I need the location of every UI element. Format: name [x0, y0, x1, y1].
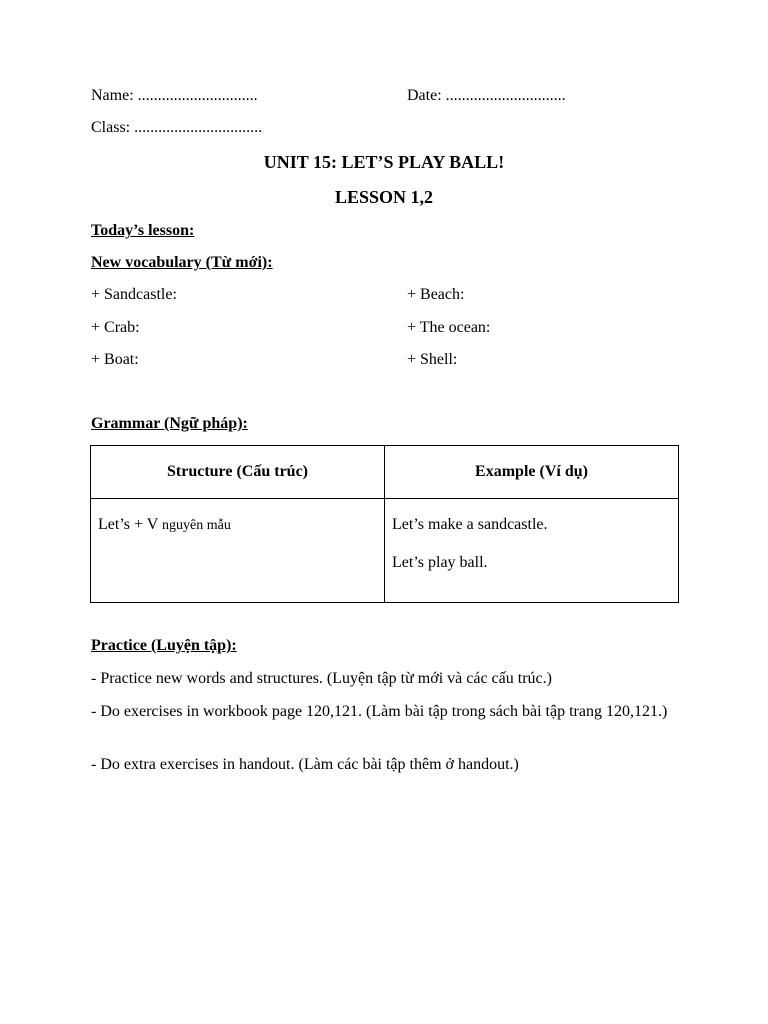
vocab-item-crab: + Crab: — [91, 319, 140, 336]
unit-title: UNIT 15: LET’S PLAY BALL! — [263, 152, 505, 172]
class-field: Class: ................................ — [91, 119, 263, 136]
vocab-item-sandcastle: + Sandcastle: — [91, 286, 177, 303]
table-row — [91, 499, 679, 603]
vocabulary-heading: New vocabulary (Từ mới): — [91, 254, 273, 271]
practice-item: - Do extra exercises in handout. (Làm các bài tập thêm ở handout.) — [91, 756, 519, 773]
practice-item: - Do exercises in workbook page 120,121. (Làm bài tập trong sách bài tập trang 120,121.) — [91, 703, 668, 720]
structure-column-header: Structure (Cấu trúc) — [91, 446, 385, 499]
vocab-item-shell: + Shell: — [407, 351, 458, 368]
example-cell — [385, 499, 679, 603]
name-field: Name: .............................. — [91, 87, 258, 104]
example-sentence: Let’s play ball. — [392, 554, 488, 571]
date-field: Date: .............................. — [407, 87, 566, 104]
todays-lesson-heading: Today’s lesson: — [91, 222, 195, 239]
example-sentence: Let’s make a sandcastle. — [392, 516, 548, 533]
grammar-heading: Grammar (Ngữ pháp): — [91, 415, 248, 432]
lesson-title: LESSON 1,2 — [334, 187, 434, 207]
practice-item: - Practice new words and structures. (Luyện tập từ mới và các cấu trúc.) — [91, 670, 552, 687]
vocab-item-beach: + Beach: — [407, 286, 465, 303]
structure-note: nguyên mẫu — [162, 518, 231, 533]
table-header-row — [91, 446, 679, 499]
structure-formula: Let’s + V — [98, 516, 158, 533]
vocab-item-boat: + Boat: — [91, 351, 139, 368]
vocab-item-ocean: + The ocean: — [407, 319, 491, 336]
grammar-table — [90, 445, 679, 603]
practice-heading: Practice (Luyện tập): — [91, 637, 237, 654]
example-column-header: Example (Ví dụ) — [385, 446, 679, 499]
structure-cell — [91, 499, 385, 603]
